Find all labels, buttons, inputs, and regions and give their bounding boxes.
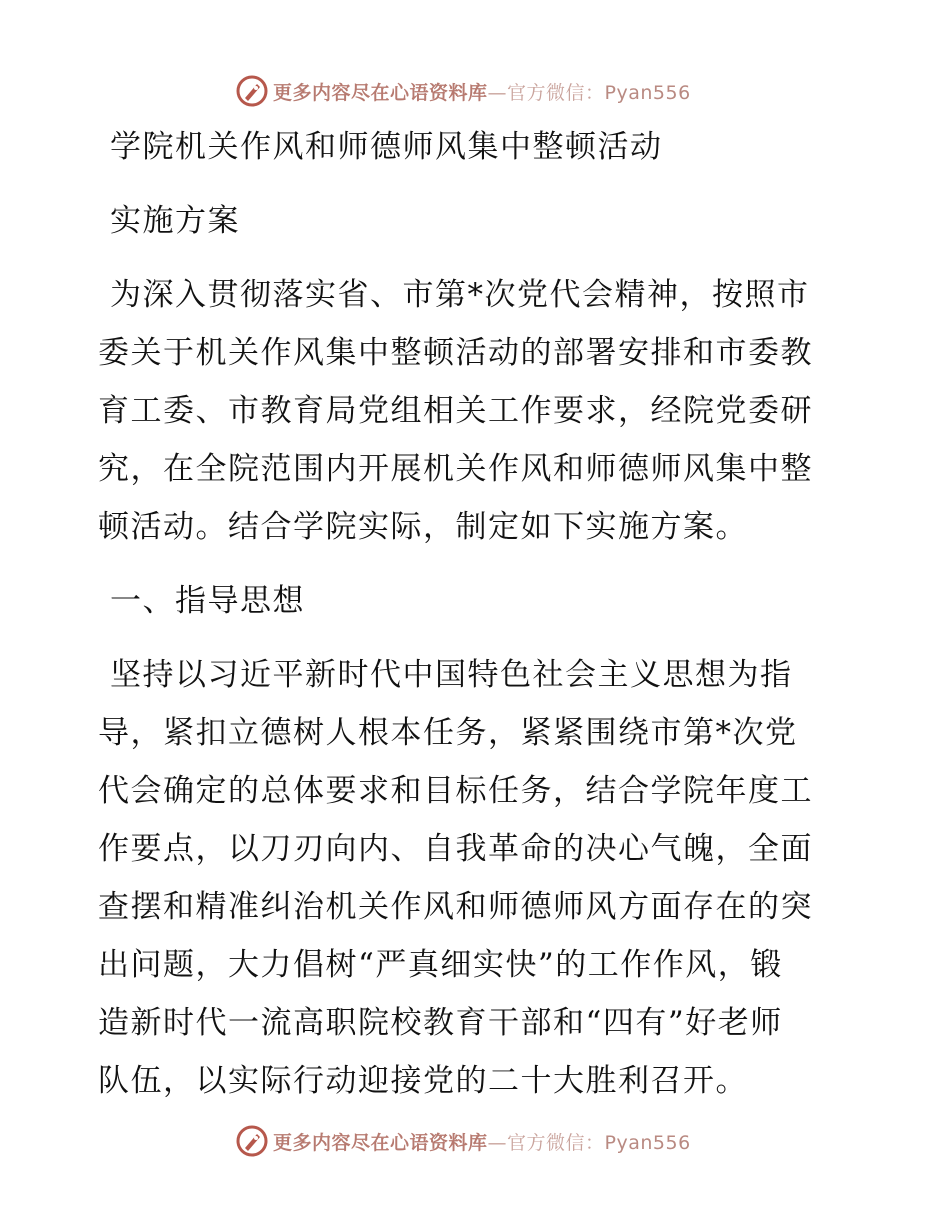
section-line: 代会确定的总体要求和目标任务，结合学院年度工 [98,773,813,809]
section-line: 队伍，以实际行动迎接党的二十大胜利召开。 [98,1063,748,1099]
watermark-label: 官方微信： [507,1131,605,1154]
watermark-text [273,1128,691,1155]
watermark-handle: Pyan556 [604,81,691,104]
pen-nib-circle-icon [235,74,269,108]
watermark-separator: — [487,1131,508,1154]
watermark-handle: Pyan556 [604,1131,691,1154]
section-heading: 一、指导思想 [110,583,305,619]
document-title-line-1: 学院机关作风和师德师风集中整顿活动 [110,129,663,165]
section-line: 查摆和精准纠治机关作风和师德师风方面存在的突 [98,889,813,925]
watermark-separator: — [487,81,508,104]
watermark-banner-top [235,73,691,109]
intro-line: 委关于机关作风集中整顿活动的部署安排和市委教 [98,335,813,371]
intro-line: 为深入贯彻落实省、市第*次党代会精神，按照市 [110,277,810,313]
watermark-text [273,78,691,105]
watermark-banner-bottom [235,1123,691,1159]
pen-nib-circle-icon [235,1124,269,1158]
watermark-brand: 更多内容尽在心语资料库 [273,1131,488,1154]
document-title-line-2: 实施方案 [110,203,240,239]
intro-line: 育工委、市教育局党组相关工作要求，经院党委研 [98,393,813,429]
section-line: 坚持以习近平新时代中国特色社会主义思想为指 [110,657,793,693]
intro-line: 究，在全院范围内开展机关作风和师德师风集中整 [98,451,813,487]
watermark-label: 官方微信： [507,81,605,104]
section-line: 作要点，以刀刃向内、自我革命的决心气魄，全面 [98,831,813,867]
intro-line: 顿活动。结合学院实际，制定如下实施方案。 [98,509,748,545]
section-line: 出问题，大力倡树“严真细实快”的工作作风，锻 [98,947,783,983]
watermark-brand: 更多内容尽在心语资料库 [273,81,488,104]
section-line: 造新时代一流高职院校教育干部和“四有”好老师 [98,1005,783,1041]
section-line: 导，紧扣立德树人根本任务，紧紧围绕市第*次党 [98,715,798,751]
